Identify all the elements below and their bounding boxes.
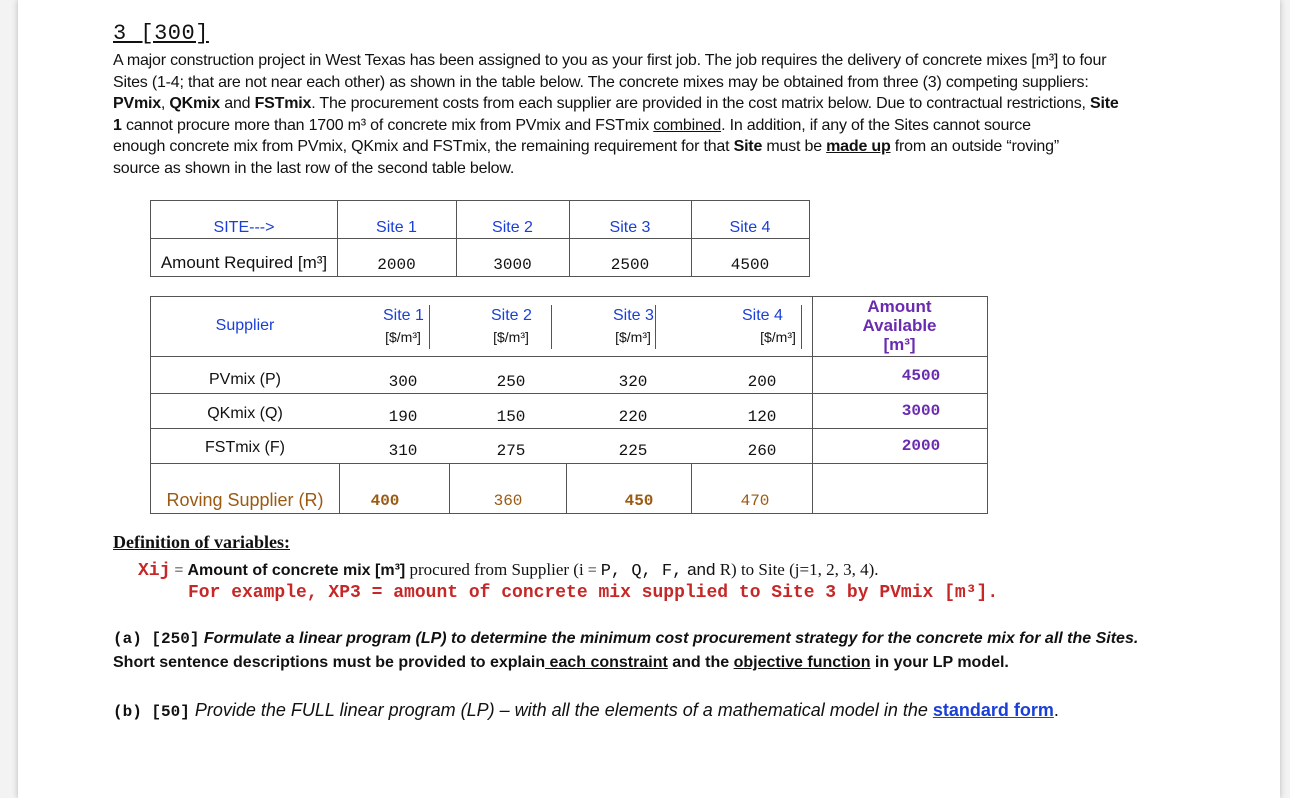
cost-r-4: 470 [740,492,770,510]
site-4-header: Site 4 [729,219,771,236]
standard-form-link[interactable]: standard form [932,700,1054,720]
cost-q-4: 120 [747,408,777,426]
amount-header-line: [m³] [883,335,916,354]
each-constraint-text: each constraint [545,654,668,671]
amount-header-line: Available [862,316,937,335]
intro-text: must be [762,138,827,155]
site-3-amount: 2500 [610,256,650,274]
cell-border [551,305,552,349]
intro-line-4 [113,117,1031,135]
row-divider [151,356,987,357]
cost-f-3: 225 [618,442,648,460]
intro-line-3 [113,95,1119,113]
made-up-word: made up [826,138,891,155]
definitions-heading: Definition of variables: [113,532,290,552]
question-a-text: Short sentence descriptions must be provided to explain [113,654,546,671]
col-divider [339,463,340,513]
row-divider [151,463,987,464]
question-a-text: in your LP model. [870,654,1009,671]
cost-unit: [$/m³] [760,329,796,345]
col-divider [449,463,450,513]
cost-unit: [$/m³] [615,329,651,345]
site-2-amount: 3000 [493,256,532,274]
cost-unit: [$/m³] [385,329,421,345]
pvmix-name: PVmix [113,95,161,112]
period: . [1053,700,1059,720]
intro-text: . The procurement costs from each supplier are provided in the cost matrix below. Due to contractual restrictions, [311,95,1091,112]
question-b-line [113,700,1059,721]
and-word: and [682,560,716,579]
available-q: 3000 [901,402,941,420]
cost-p-2: 250 [496,373,526,391]
intro-text: Sites (1-4; that are not near each other) as shown in the table below. The concrete mixes may be obtained from three (3) competing suppliers: [113,74,1089,91]
question-a-label: (a) [250] [113,630,200,648]
amount-row-header: Amount Required [m³] [160,253,328,272]
combined-word: combined [653,117,722,134]
cost-f-4: 260 [747,442,777,460]
cost-q-3: 220 [618,408,648,426]
and-word: and [220,95,255,112]
requirements-table [150,200,810,277]
row-divider [151,393,987,394]
available-p: 4500 [901,367,941,385]
question-a-text: and the [667,654,734,671]
intro-text: enough concrete mix from PVmix, QKmix and FSTmix, the remaining requirement for that [113,138,734,155]
row-divider [151,428,987,429]
cost-matrix-table [150,296,988,514]
site-row-header: SITE---> [213,219,275,236]
site-4-amount: 4500 [730,256,770,274]
equals: = [583,562,601,579]
definition-text: procured from Supplier (i [405,560,584,579]
document-page [18,0,1280,798]
cell-border [429,305,430,349]
site-word: Site [733,138,763,155]
site-number: 1 [113,117,122,134]
cost-site-1-header: Site 1 [383,307,424,324]
cost-p-4: 200 [747,373,777,391]
site-word: Site [1090,95,1119,112]
supplier-name-roving: Roving Supplier (R) [166,490,324,510]
question-b-text: Provide the FULL linear program (LP) – with all the elements of a mathematical model in the [194,700,933,720]
cost-r-2: 360 [493,492,523,510]
supplier-name-qkmix: QKmix (Q) [207,405,283,422]
site-3-header: Site 3 [609,219,651,236]
cost-r-1: 400 [370,492,400,510]
question-a-line-2 [113,654,1009,672]
cost-f-1: 310 [388,442,418,460]
col-divider [566,463,567,513]
site-1-header: Site 1 [376,219,417,236]
intro-line-6 [113,160,514,178]
supplier-name-fstmix: FSTmix (F) [205,439,285,456]
supplier-codes: P, Q, F, [600,562,683,581]
col-divider [691,463,692,513]
cost-site-2-header: Site 2 [491,307,532,324]
problem-heading: 3 [300] [113,21,209,46]
definition-text: Amount of concrete mix [m³] [187,562,406,579]
equals: = [170,562,188,579]
cell-border [801,305,802,349]
intro-text: source as shown in the last row of the second table below. [113,160,515,177]
intro-line-2 [113,74,1089,92]
qkmix-name: QKmix [169,95,220,112]
intro-line-1 [113,52,1106,70]
cost-p-3: 320 [618,373,648,391]
definition-text: R) to Site (j=1, 2, 3, 4). [715,560,879,579]
site-1-amount: 2000 [377,256,416,274]
question-b-label: (b) [50] [113,703,190,721]
separator: , [160,95,170,112]
amount-header-line: Amount [867,297,932,316]
cell-border [655,305,656,349]
cost-site-4-header: Site 4 [742,307,783,324]
cost-q-2: 150 [496,408,526,426]
fstmix-name: FSTmix [254,95,312,112]
supplier-header: Supplier [215,317,275,334]
example-line: For example, XP3 = amount of concrete mix supplied to Site 3 by PVmix [m³]. [188,583,999,603]
cost-q-1: 190 [388,408,418,426]
intro-text: from an outside “roving” [890,138,1059,155]
cost-site-3-header: Site 3 [613,307,654,324]
question-a-line-1 [113,630,1138,648]
intro-text: cannot procure more than 1700 m³ of concrete mix from PVmix and FSTmix [121,117,654,134]
question-a-text: Formulate a linear program (LP) to determine the minimum cost procurement strategy for the concrete mix for all the Sites. [203,630,1139,647]
row-divider [151,238,809,239]
intro-text: A major construction project in West Texas has been assigned to you as your first job. The job requires the delivery of concrete mixes [m³] to four [113,52,1107,69]
variable-definition [138,560,879,581]
available-f: 2000 [901,437,941,455]
intro-text: . In addition, if any of the Sites cannot source [721,117,1031,134]
cost-unit: [$/m³] [493,329,529,345]
cost-f-2: 275 [496,442,526,460]
cost-r-3: 450 [624,492,654,510]
intro-line-5 [113,138,1059,156]
amount-available-header [812,297,987,355]
objective-function-text: objective function [733,654,871,671]
variable-symbol: Xij [138,561,171,581]
supplier-name-pvmix: PVmix (P) [209,371,281,388]
site-2-header: Site 2 [492,219,533,236]
cost-p-1: 300 [388,373,418,391]
